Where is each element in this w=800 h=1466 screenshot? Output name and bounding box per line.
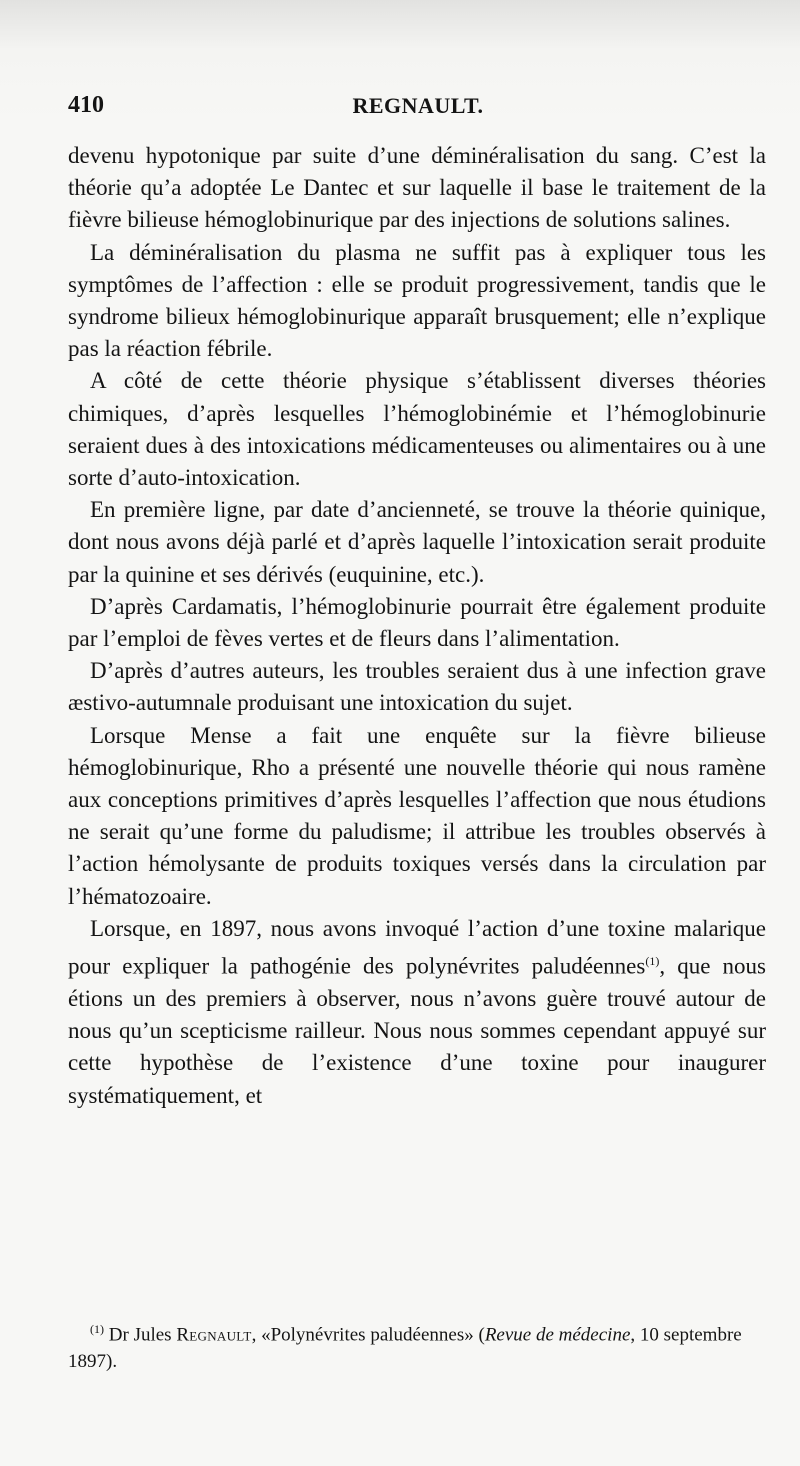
page-number: 410 [68, 92, 104, 118]
paragraph-6: D’après d’autres auteurs, les troubles seraient dus à une infection grave æstivo-autumnale produisant une intoxication du sujet. [68, 658, 766, 716]
footnote [68, 1316, 766, 1375]
footnote-title: , «Polynévrites paludéennes» ( [251, 1324, 485, 1346]
footnote-reference[interactable]: (1) [645, 954, 660, 969]
footnote-author-prefix: Dr [108, 1324, 129, 1346]
paragraph-8-text-b: , que nous étions un des premiers à observer, nous n’avons guère trouvé autour de nous qu’un scepticisme railleur. Nous nous sommes cependant appuyé sur cette hypothèse de l’existence d’une toxine pour inaugurer systématiquement, et [68, 953, 766, 1108]
paragraph-8 [68, 913, 766, 1112]
paragraph-5: D’après Cardamatis, l’hémoglobinurie pourrait être également produite par l’emploi de fèves vertes et de fleurs dans l’alimentation. [68, 593, 766, 652]
body-text [68, 140, 766, 1112]
paragraph-2: La déminéralisation du plasma ne suffit pas à expliquer tous les symptômes de l’affection : elle se produit progressivement, tandis que le syndrome bilieux hémoglobinurique apparaît brusquement; elle n’explique pas la réaction fébrile. [68, 239, 766, 362]
footnote-mark: (1) [90, 1322, 104, 1336]
footnote-author-last: Regnault [176, 1324, 252, 1346]
paragraph-4: En première ligne, par date d’ancienneté, se trouve la théorie quinique, dont nous avons déjà parlé et d’après laquelle l’intoxication serait produite par la quinine et ses dérivés (euquinine, etc.). [68, 497, 766, 587]
page-header [68, 92, 768, 126]
paragraph-1: devenu hypotonique par suite d’une déminéralisation du sang. C’est la théorie qu’a adoptée Le Dantec et sur laquelle il base le traitement de la fièvre bilieuse hémoglobinurique par des injections de solutions salines. [68, 143, 766, 233]
paragraph-7: Lorsque Mense a fait une enquête sur la fièvre bilieuse hémoglobinurique, Rho a présenté une nouvelle théorie qui nous ramène aux conceptions primitives d’après lesquelles l’affection que nous étudions ne serait qu’une forme du paludisme; il attribue les troubles observés à l’action hémolysante de produits toxiques versés dans la circulation par l’hématozoaire. [68, 722, 766, 909]
paragraph-8-text-a: Lorsque, en 1897, nous avons invoqué l’action d’une toxine malarique pour expliquer la pathogénie des polynévrites paludéennes [68, 915, 766, 979]
footnote-journal: Revue de médecine [484, 1324, 631, 1346]
footnote-date: , 10 septembre 1897). [68, 1324, 742, 1373]
footnote-author-first: Jules [133, 1324, 172, 1346]
paragraph-3: A côté de cette théorie physique s’établissent diverses théories chimiques, d’après lesquelles l’hémoglobinémie et l’hémoglobinurie seraient dues à des intoxications médicamenteuses ou alimentaires ou à une sorte d’auto-intoxication. [68, 368, 766, 491]
running-head: REGNAULT. [352, 93, 484, 118]
